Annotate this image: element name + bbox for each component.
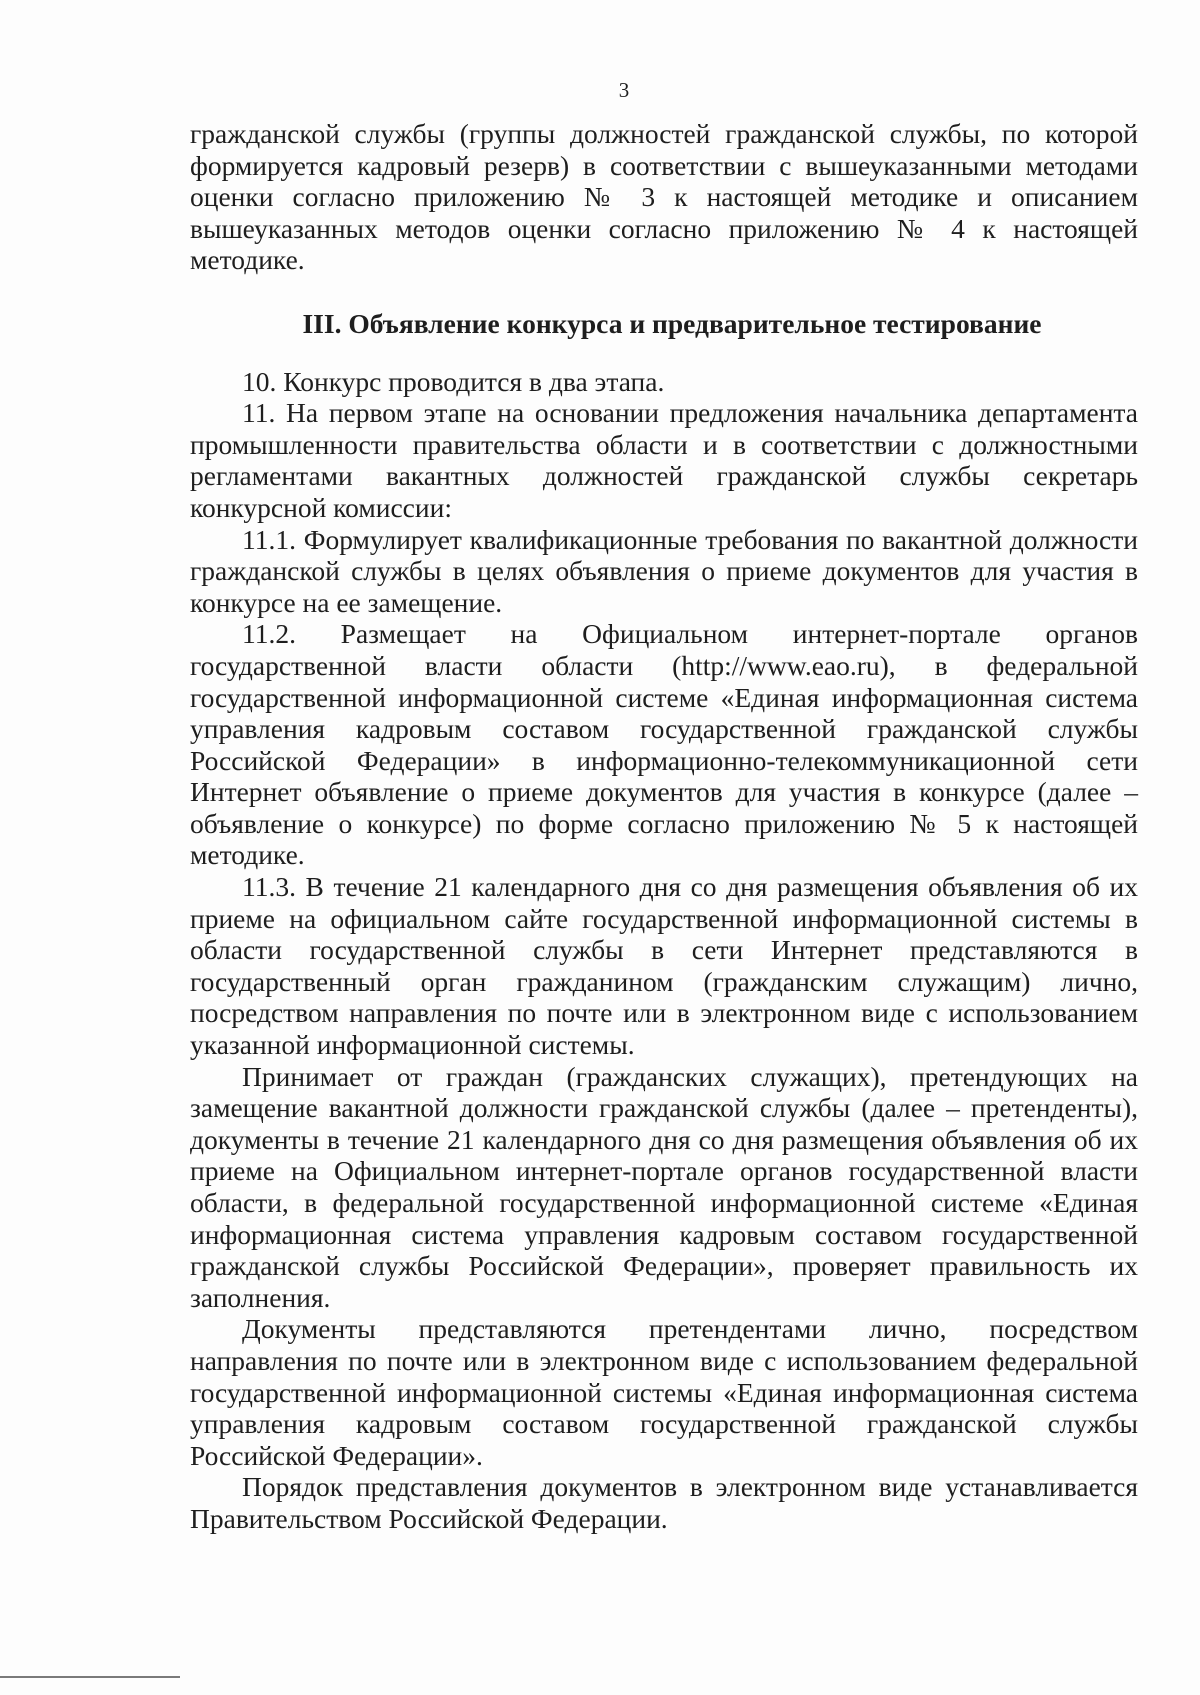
paragraph-11: 11. На первом этапе на основании предложения начальника департамента промышленности правительства области и в соответствии с должностными регламентами вакантных должностей гражданской службы секретарь конкурсной комиссии:	[190, 397, 1138, 523]
paragraph-accepts-documents: Принимает от граждан (гражданских служащих), претендующих на замещение вакантной должности гражданской службы (далее – претенденты), документы в течение 21 календарного дня со дня размещения объявления об их приеме на Официальном интернет-портале органов государственной власти области, в федеральной государственной информационной системе «Единая информационная система управления кадровым составом государственной гражданской службы Российской Федерации», проверяет правильность их заполнения.	[190, 1060, 1138, 1313]
paragraph-11-3: 11.3. В течение 21 календарного дня со дня размещения объявления об их приеме на официальном сайте государственной информационной системы в области государственной службы в сети Интернет представляются в государственный орган гражданином (гражданским служащим) лично, посредством направления по почте или в электронном виде с использованием указанной информационной системы.	[190, 871, 1138, 1061]
paragraph-documents-submitted: Документы представляются претендентами лично, посредством направления по почте или в электронном виде с использованием федеральной государственной информационной системы «Единая информационная система управления кадровым составом государственной гражданской службы Российской Федерации».	[190, 1313, 1138, 1471]
paragraph-electronic-procedure: Порядок представления документов в электронном виде устанавливается Правительством Российской Федерации.	[190, 1471, 1138, 1534]
paragraph-10: 10. Конкурс проводится в два этапа.	[242, 365, 665, 397]
document-body	[190, 118, 1138, 1535]
scan-edge-line	[0, 1676, 180, 1678]
paragraph-11-1: 11.1. Формулирует квалификационные требования по вакантной должности гражданской службы в целях объявления о приеме документов для участия в конкурсе на ее замещение.	[190, 523, 1138, 618]
page-number: 3	[618, 78, 630, 102]
paragraph-11-2: 11.2. Размещает на Официальном интернет-портале органов государственной власти области (http://www.eao.ru), в федеральной государственной информационной системе «Единая информационная система управления кадровым составом государственной гражданской службы Российской Федерации» в информационно-телекоммуникационной сети Интернет объявление о приеме документов для участия в конкурсе (далее – объявление о конкурсе) по форме согласно приложению № 5 к настоящей методике.	[190, 618, 1138, 871]
section-heading: III. Объявление конкурса и предварительное тестирование	[302, 307, 1042, 339]
intro-paragraph: гражданской службы (группы должностей гражданской службы, по которой формируется кадровый резерв) в соответствии с вышеуказанными методами оценки согласно приложению № 3 к настоящей методике и описанием вышеуказанных методов оценки согласно приложению № 4 к настоящей методике.	[190, 118, 1138, 276]
